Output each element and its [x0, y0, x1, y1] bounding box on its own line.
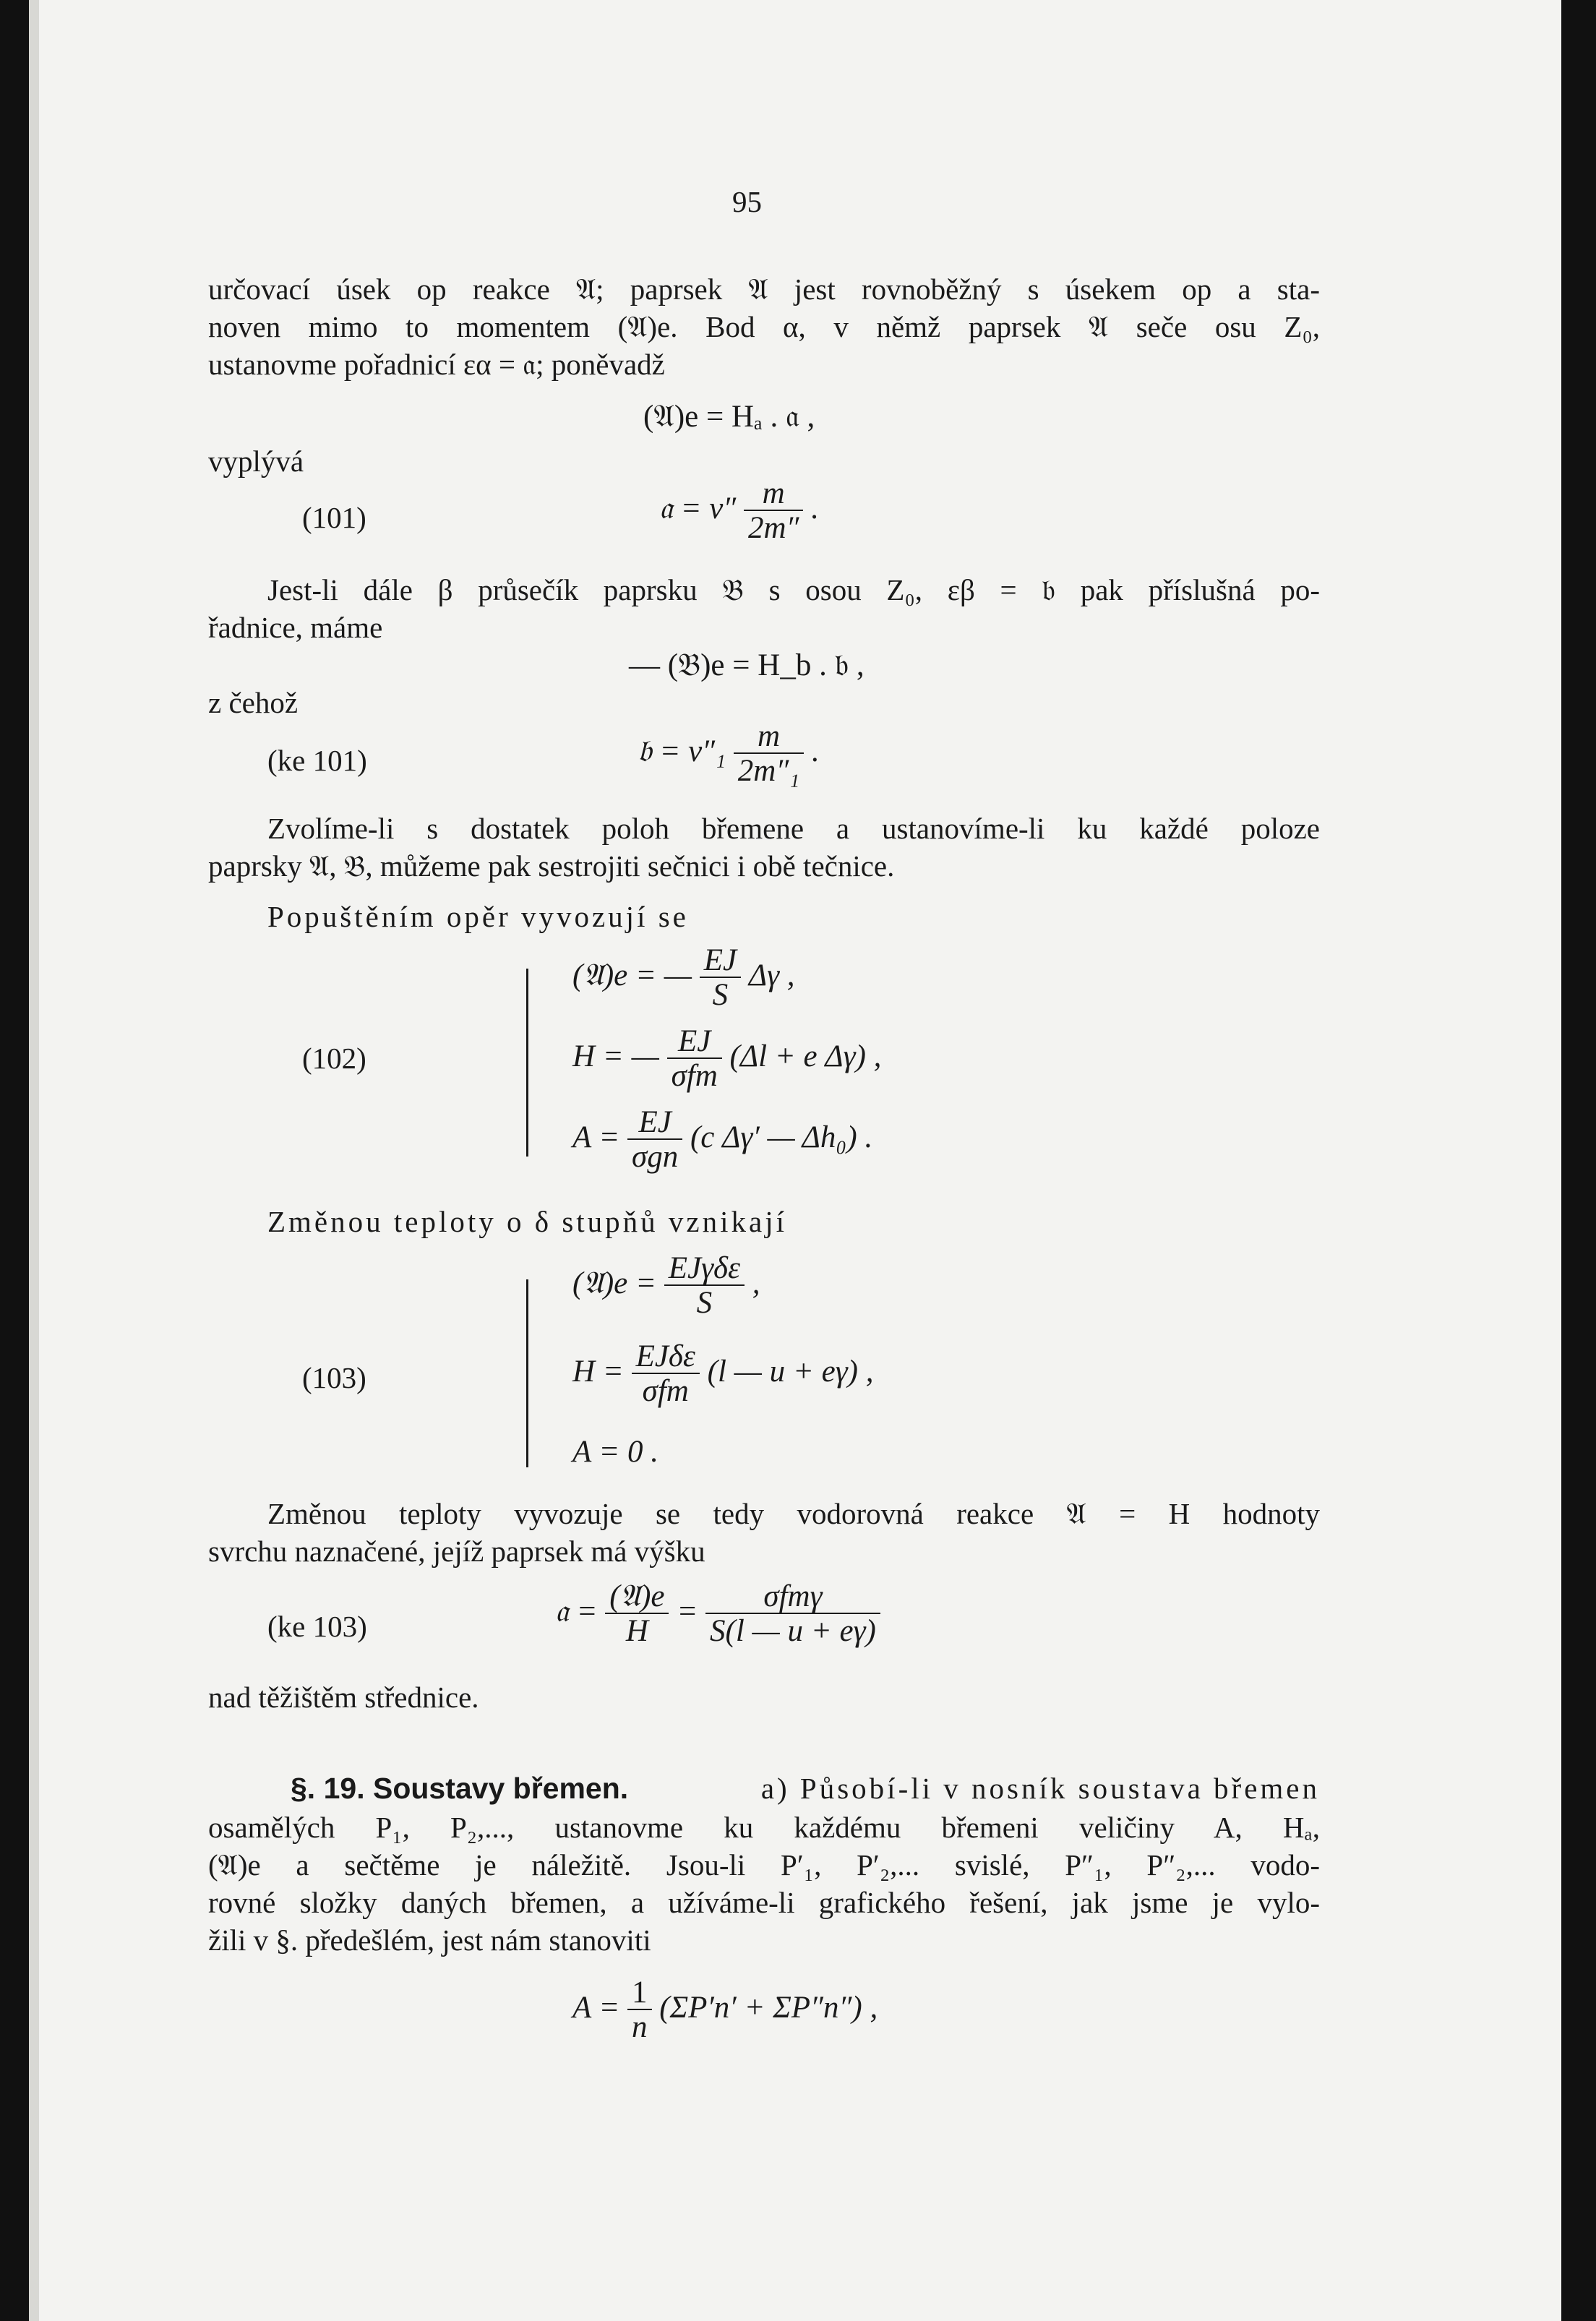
- eq102a-lhs: (𝔄)e = —: [572, 958, 692, 993]
- eqfinal-fraction: [627, 1976, 652, 2044]
- equation-ke101: [638, 720, 820, 788]
- eqke103-fraction-2: [705, 1580, 880, 1648]
- equation-label-ke103: (ke 103): [267, 1610, 367, 1643]
- eq101-num: m: [744, 477, 803, 511]
- section-heading: §. 19. Soustavy břemen.: [291, 1772, 629, 1805]
- eq102c-fraction: [627, 1106, 682, 1174]
- equation-102c: [572, 1106, 872, 1174]
- eqfinal-end: (ΣP′n′ + ΣP″n″) ,: [659, 1991, 878, 2025]
- eqke103-num1: (𝔄)e: [605, 1580, 669, 1614]
- equation-final: [572, 1976, 878, 2044]
- section-line-3: (𝔄)e a sečtěme je náležitě. Jsou-li P′₁, P′₂,... svislé, P″₁, P″₂,... vodo-: [208, 1848, 1320, 1882]
- eq103a-den: S: [696, 1286, 713, 1321]
- text-line-12: Změnou teploty vyvozuje se tedy vodorovná reakce 𝔄 = H hodnoty: [267, 1497, 1320, 1530]
- equation-102a: [572, 944, 795, 1012]
- eqfinal-den: n: [632, 2010, 648, 2045]
- equation-b: — (𝔅)e = H_b . 𝔟 ,: [629, 648, 864, 682]
- eqke101-lhs: 𝔟 = v″₁: [638, 734, 726, 769]
- equation-103b: [572, 1340, 874, 1408]
- eq103b-num: EJδε: [632, 1340, 700, 1374]
- text-line-1: určovací úsek op reakce 𝔄; paprsek 𝔄 jest rovnoběžný s úsekem op a sta-: [208, 273, 1320, 306]
- text-line-7: z čehož: [208, 686, 299, 719]
- brace-103: [526, 1279, 528, 1467]
- brace-102: [526, 969, 528, 1157]
- eq101-end: .: [811, 492, 819, 526]
- eq102b-den: σfm: [671, 1059, 718, 1094]
- section-line-4: rovné složky daných břemen, a užíváme-li grafického řešení, jak jsme je vylo-: [208, 1886, 1320, 1919]
- text-line-10: Popuštěním opěr vyvozují se: [267, 900, 689, 933]
- eq103b-end: (l — u + eγ) ,: [707, 1355, 874, 1389]
- text-line-5: Jest-li dále β průsečík paprsku 𝔅 s osou Z₀, εβ = 𝔟 pak příslušná po-: [267, 573, 1320, 606]
- equation-103c: A = 0 .: [572, 1435, 659, 1469]
- eqke101-den: 2m″₁: [737, 754, 800, 789]
- eq101-lhs: 𝔞 = v″: [659, 492, 737, 526]
- text-line-14: nad těžištěm střednice.: [208, 1681, 479, 1714]
- eq101-fraction: [744, 477, 803, 545]
- eqke103-den2: S(l — u + eγ): [710, 1614, 876, 1649]
- text-line-11: Změnou teploty o δ stupňů vznikají: [267, 1205, 787, 1238]
- eq102c-num: EJ: [627, 1106, 682, 1140]
- eq102c-end: (c Δγ′ — Δh₀) .: [690, 1120, 873, 1155]
- text-line-13: svrchu naznačené, jejíž paprsek má výšku: [208, 1535, 705, 1568]
- eqke103-lhs: 𝔞 =: [555, 1595, 598, 1629]
- eqke103-fraction-1: [605, 1580, 669, 1648]
- eq103b-den: σfm: [642, 1374, 689, 1409]
- section-line-1-text: a) Působí-li v nosník soustava břemen: [760, 1772, 1320, 1805]
- eqke101-fraction: [734, 720, 804, 788]
- eq102b-num: EJ: [667, 1025, 722, 1059]
- eq101-den: 2m″: [747, 511, 799, 546]
- page-spine-edge: [29, 0, 39, 2321]
- equation-101: [659, 477, 819, 545]
- equation-label-ke101: (ke 101): [267, 744, 367, 777]
- eq103a-end: ,: [752, 1266, 760, 1301]
- text-line-3: ustanovme pořadnicí εα = 𝔞; poněvadž: [208, 348, 665, 381]
- eq102b-end: (Δl + e Δγ) ,: [729, 1039, 882, 1074]
- eq103b-lhs: H =: [572, 1355, 624, 1389]
- eq102a-num: EJ: [700, 944, 741, 978]
- section-19-first-line: [291, 1769, 1320, 1807]
- eq103a-num: EJγδε: [664, 1252, 745, 1286]
- text-line-9: paprsky 𝔄, 𝔅, můžeme pak sestrojiti sečnici i obě tečnice.: [208, 849, 895, 883]
- eq102b-lhs: H = —: [572, 1039, 659, 1074]
- book-page: [29, 0, 1561, 2321]
- text-line-8: Zvolíme-li s dostatek poloh břemene a ustanovíme-li ku každé poloze: [267, 812, 1320, 845]
- text-line-6: řadnice, máme: [208, 611, 383, 644]
- equation-100: (𝔄)e = Hₐ . 𝔞 ,: [643, 400, 815, 434]
- eq102c-lhs: A =: [572, 1120, 620, 1155]
- eqke103-den1: H: [625, 1614, 648, 1649]
- equation-ke103: [555, 1580, 880, 1648]
- equation-label-103: (103): [302, 1361, 366, 1394]
- eq102a-fraction: [700, 944, 741, 1012]
- eqke103-num2: σfmγ: [705, 1580, 880, 1614]
- eqke103-eq: =: [677, 1595, 698, 1629]
- equation-102b: [572, 1025, 881, 1093]
- eqfinal-lhs: A =: [572, 1991, 620, 2025]
- eq103a-fraction: [664, 1252, 745, 1320]
- eqke101-end: .: [811, 734, 820, 769]
- section-line-2: osamělých P₁, P₂,..., ustanovme ku každému břemeni veličiny A, Hₐ,: [208, 1811, 1320, 1844]
- eqke101-num: m: [734, 720, 804, 754]
- eq103a-lhs: (𝔄)e =: [572, 1266, 656, 1301]
- text-line-2: noven mimo to momentem (𝔄)e. Bod α, v němž paprsek 𝔄 seče osu Z₀,: [208, 310, 1320, 343]
- eq102a-den: S: [712, 978, 729, 1013]
- eq102c-den: σgn: [632, 1140, 679, 1175]
- eq102a-end: Δγ ,: [748, 958, 795, 993]
- equation-103a: [572, 1252, 760, 1320]
- equation-label-101: (101): [302, 501, 366, 534]
- eqfinal-num: 1: [627, 1976, 652, 2010]
- section-line-5: žili v §. předešlém, jest nám stanoviti: [208, 1923, 651, 1957]
- eq102b-fraction: [667, 1025, 722, 1093]
- eq103b-fraction: [632, 1340, 700, 1408]
- text-line-4: vyplývá: [208, 445, 304, 478]
- page-number: 95: [732, 185, 762, 218]
- equation-label-102: (102): [302, 1042, 366, 1075]
